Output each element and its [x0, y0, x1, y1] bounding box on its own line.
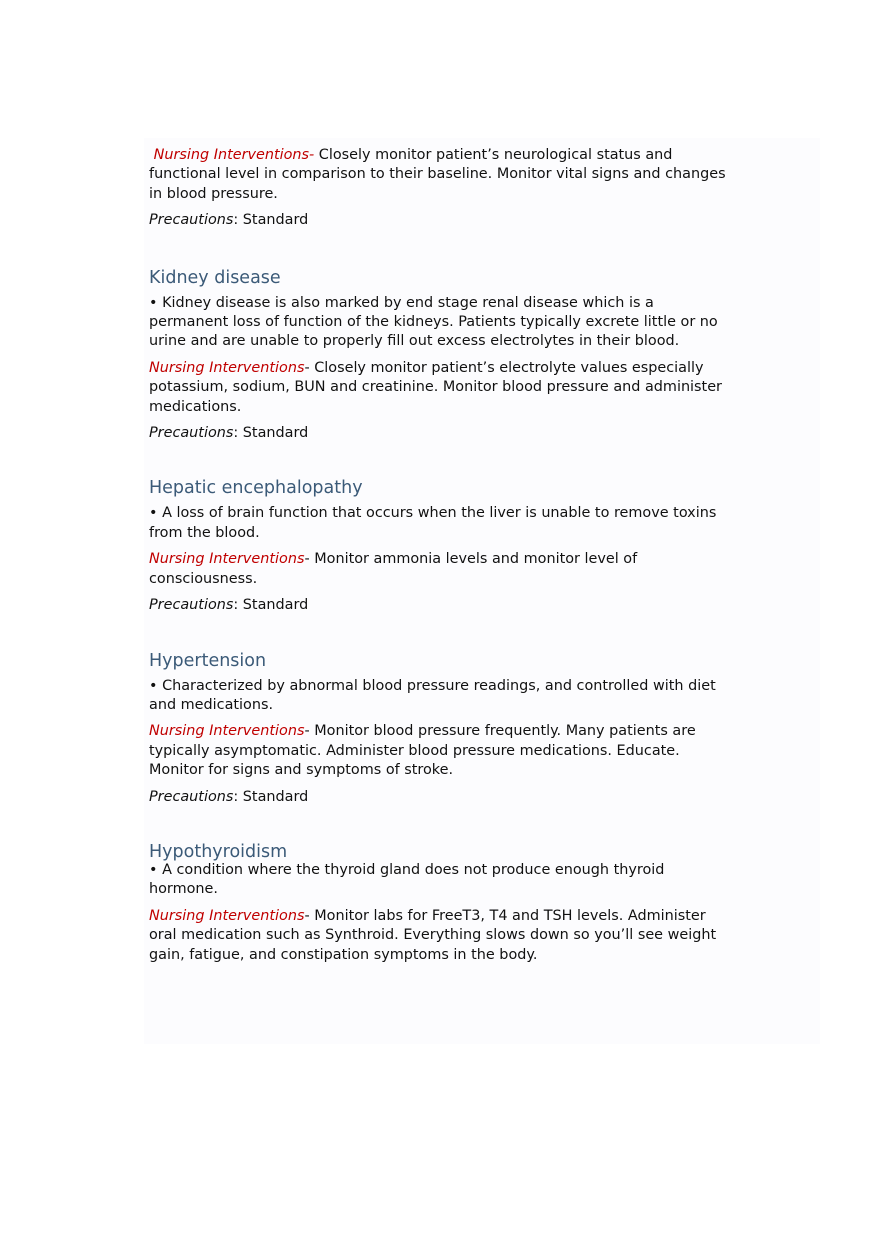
section-heading-hypothyroidism: Hypothyroidism	[149, 841, 288, 862]
nursing-interventions-label: Nursing Interventions	[149, 551, 305, 568]
nursing-interventions-text: - Monitor ammonia levels and monitor level of consciousness.	[149, 551, 638, 587]
section-description: • A condition where the thyroid gland does not produce enough thyroid hormone.	[149, 861, 665, 898]
nursing-interventions-text: Closely monitor patient’s neurological status and functional level in comparison to their baseline. Monitor vital signs and changes in blood pressure.	[149, 147, 726, 202]
section-precautions	[149, 424, 734, 443]
section-description: • Kidney disease is also marked by end stage renal disease which is a permanent loss of function of the kidneys. Patients typically excrete little or no urine and are unable to properly fill out excess electrolytes in their blood.	[149, 294, 718, 350]
nursing-interventions-text: - Monitor blood pressure frequently. Many patients are typically asymptomatic. Administer blood pressure medications. Educate. Monitor for signs and symptoms of stroke.	[149, 723, 696, 779]
document-body	[149, 146, 734, 965]
precautions-label: Precautions	[149, 788, 234, 805]
section-nursing-interventions	[149, 907, 734, 965]
nursing-interventions-label: Nursing Interventions	[149, 907, 305, 924]
precautions-label: Precautions	[149, 212, 234, 229]
nursing-interventions-text: - Closely monitor patient’s electrolyte values especially potassium, sodium, BUN and creatinine. Monitor blood pressure and administer medications.	[149, 359, 722, 415]
section-description: • Characterized by abnormal blood pressure readings, and controlled with diet and medications.	[149, 677, 716, 713]
nursing-interventions-label: Nursing Interventions	[149, 359, 305, 376]
nursing-interventions-text: - Monitor labs for FreeT3, T4 and TSH levels. Administer oral medication such as Synthroid. Everything slows down so you’ll see weight gain, fatigue, and constipation symptoms in the body.	[149, 907, 717, 963]
section-description: • A loss of brain function that occurs when the liver is unable to remove toxins from the blood.	[149, 505, 717, 541]
section-heading-kidney-disease: Kidney disease	[149, 267, 281, 288]
precautions-text: : Standard	[233, 425, 309, 442]
precautions-label: Precautions	[149, 597, 234, 614]
precautions-label: Precautions	[149, 425, 234, 442]
nursing-interventions-label: Nursing Interventions	[149, 723, 305, 740]
section-heading-hepatic-encephalopathy: Hepatic encephalopathy	[149, 478, 363, 499]
section-precautions	[149, 788, 734, 807]
precautions-text: : Standard	[233, 597, 309, 614]
section-precautions	[149, 596, 734, 615]
section-nursing-interventions	[149, 722, 734, 780]
precautions-text: : Standard	[233, 212, 309, 229]
nursing-interventions-label: Nursing Interventions-	[153, 147, 315, 163]
precautions-text: : Standard	[233, 788, 309, 805]
section-nursing-interventions	[149, 359, 734, 417]
intro-nursing-interventions	[149, 146, 734, 204]
intro-precautions	[149, 211, 734, 230]
section-nursing-interventions	[149, 550, 734, 589]
section-heading-hypertension: Hypertension	[149, 650, 267, 671]
